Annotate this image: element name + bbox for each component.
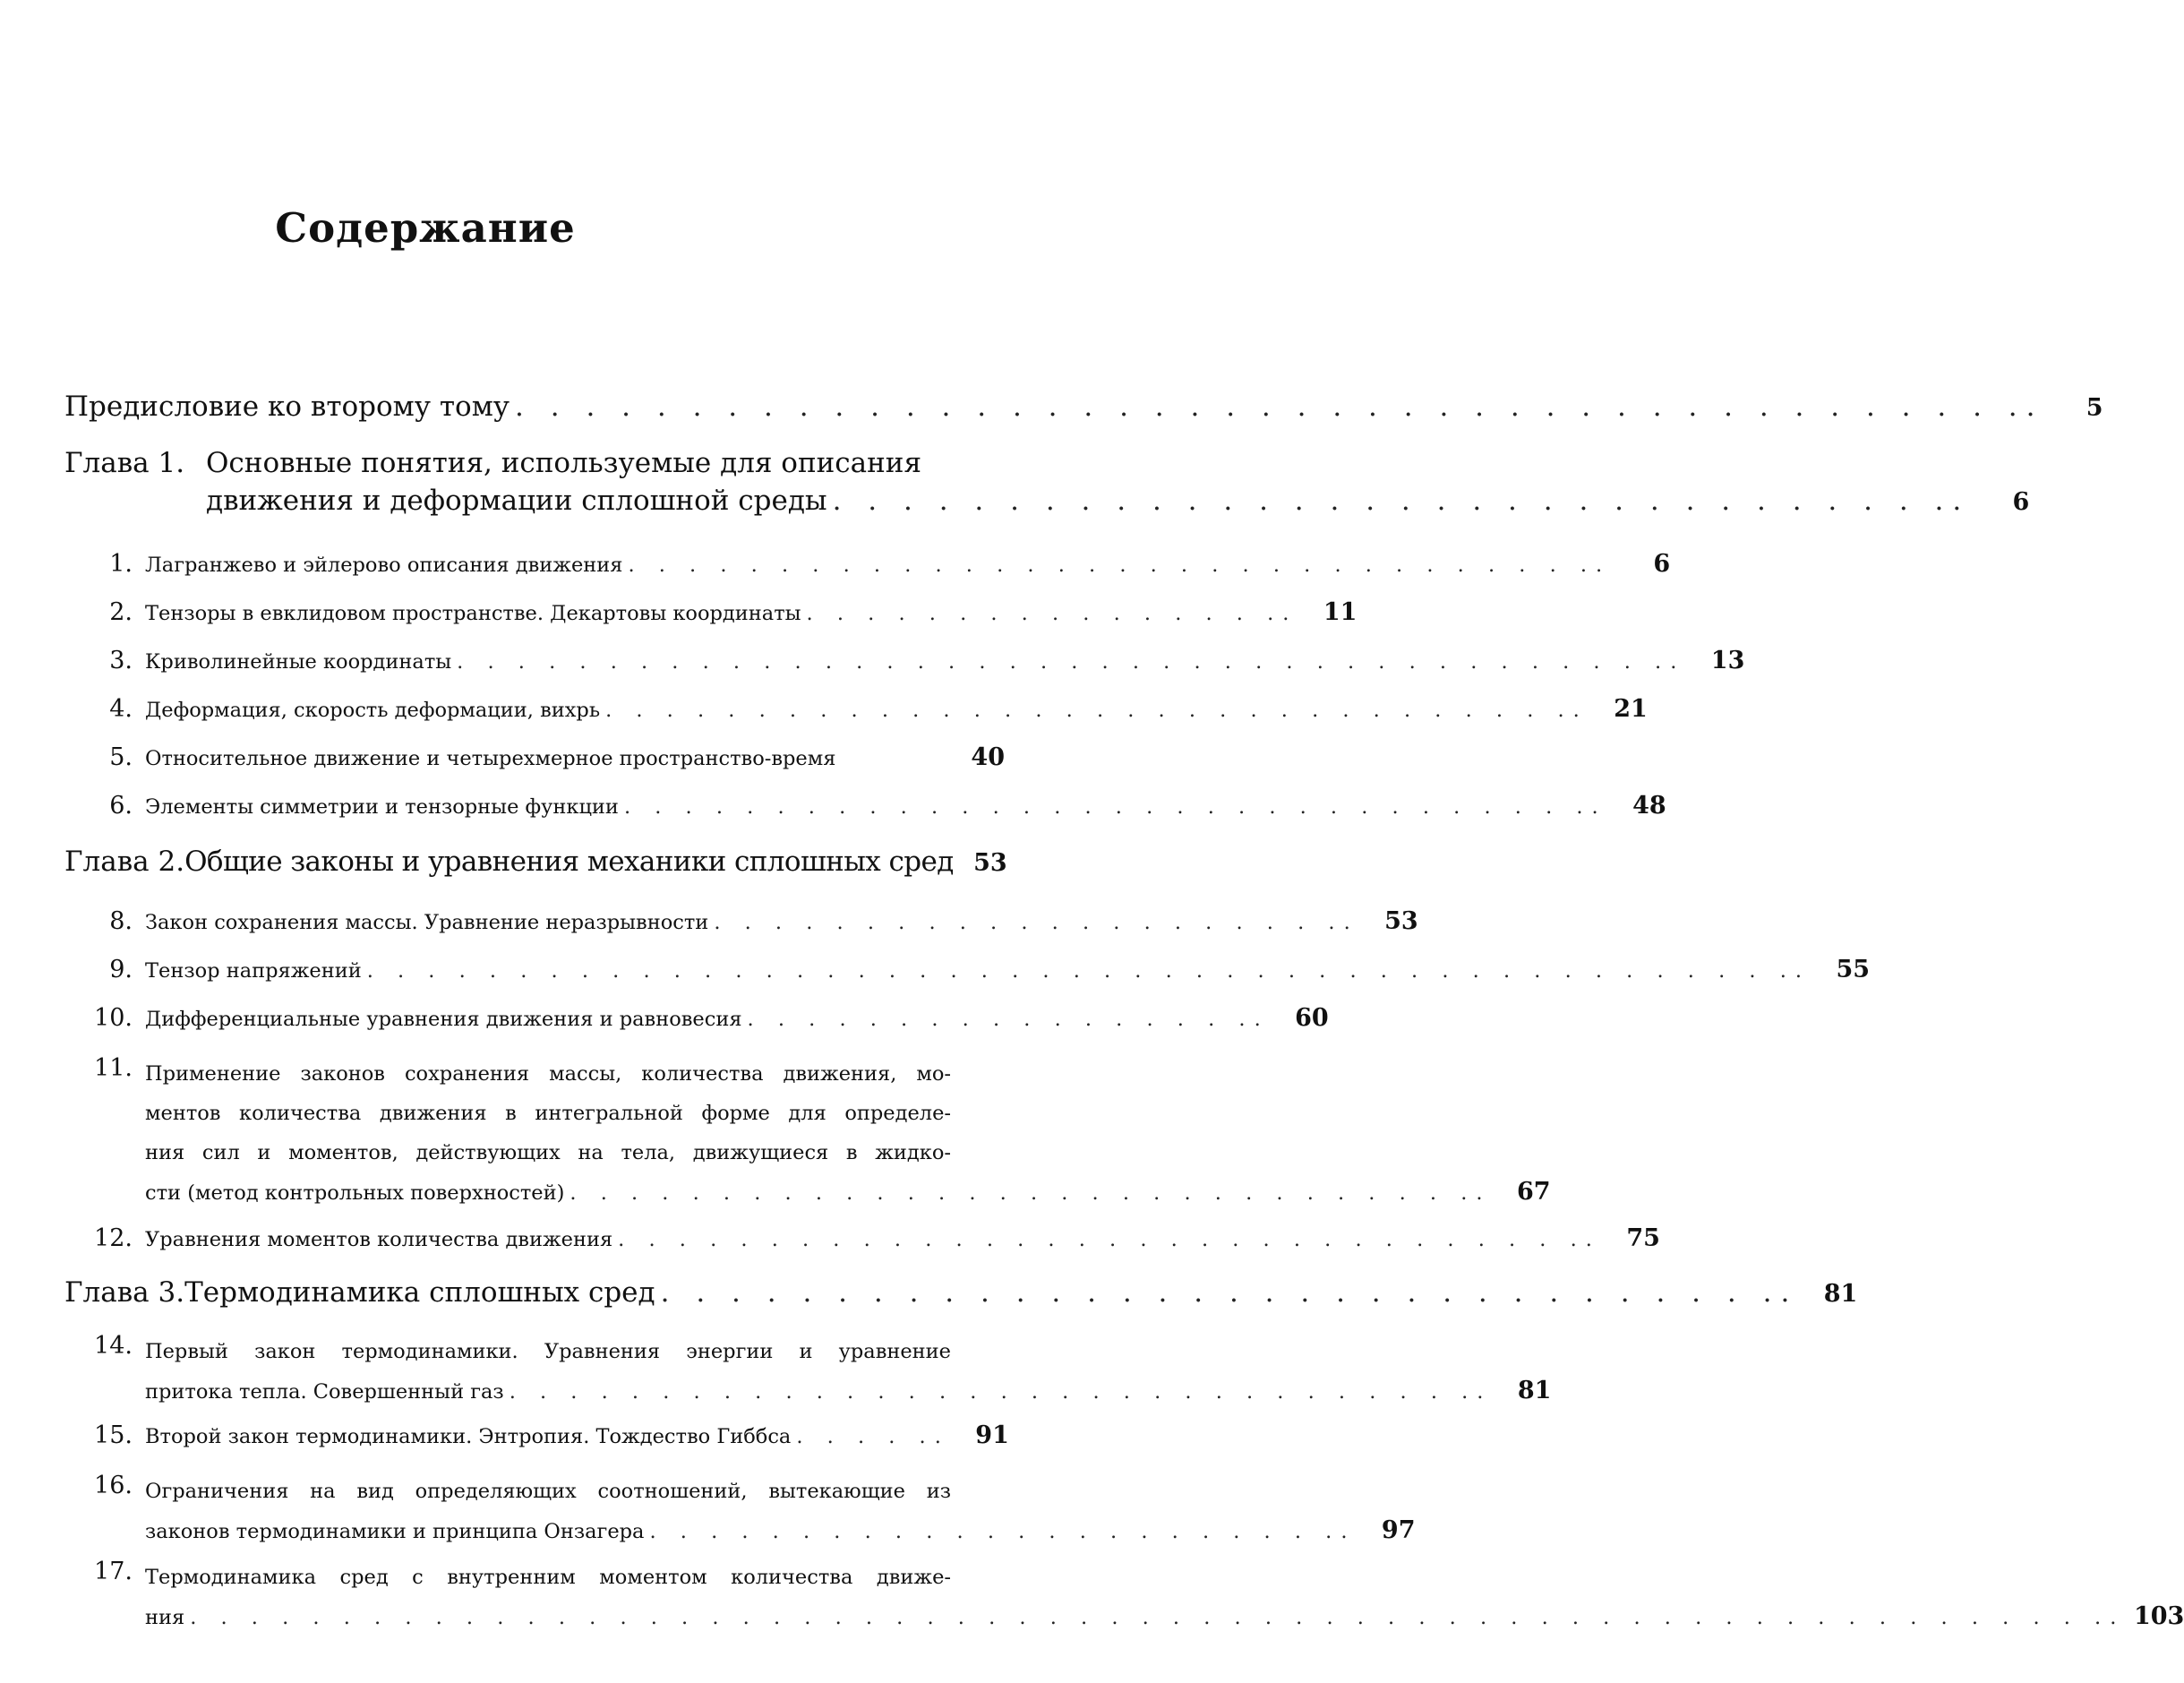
toc-entry-title-line: Термодинамика сред с внутренним моментом количества движе-	[145, 1566, 951, 1589]
toc-entry-section-4[interactable]	[81, 695, 1648, 723]
leader-dots: . . . . . . . . . . . . . . . . . . . . . . . . . . . . . . . . .	[833, 485, 1971, 517]
section-number: 11.	[94, 1054, 133, 1082]
page-title: Содержание	[275, 204, 576, 252]
leader-dots: . . . . . . . . . . . . . . . . . . . . . .	[714, 911, 1358, 934]
section-number: 3.	[109, 647, 133, 674]
toc-entry-section-17[interactable]	[81, 1558, 2184, 1637]
toc-entry-title: Второй закон термодинамики. Энтропия. Тождество Гиббса	[145, 1425, 792, 1448]
leader-dots: . . . . . . . . . . . . . . . . . . . . . . . . . . . . . . .	[570, 1173, 1491, 1213]
page-number: 97	[1381, 1516, 1416, 1544]
page-number: 67	[1516, 1178, 1551, 1206]
toc-entry-title: Тензоры в евклидовом пространстве. Декартовы координаты	[145, 602, 801, 625]
section-number: 17.	[94, 1558, 133, 1585]
leader-dots: . . . . . .	[796, 1425, 950, 1448]
toc-entry-title: Термодинамика сплошных сред	[184, 1276, 655, 1309]
toc-entry-title-line: Применение законов сохранения массы, количества движения, мо-	[145, 1062, 951, 1086]
toc-entry-section-5[interactable]	[81, 743, 1005, 771]
section-number: 12.	[94, 1224, 133, 1252]
toc-entry-title: Деформация, скорость деформации, вихрь	[145, 699, 601, 722]
toc-entry-section-8[interactable]	[81, 907, 1418, 935]
page-number: 60	[1295, 1004, 1329, 1032]
toc-entry-section-2[interactable]	[81, 598, 1358, 626]
page-number: 103	[2133, 1602, 2184, 1630]
leader-dots: . . . . . . . . . . . . . . . . . . . . . . . . . . . . . . . . .	[628, 554, 1611, 577]
toc-entry-section-15[interactable]	[81, 1421, 1009, 1449]
leader-dots: . . . . . . . . . . . . . . . . . . . . . . . .	[649, 1512, 1356, 1551]
toc-entry-preface[interactable]	[64, 391, 2103, 423]
section-number: 14.	[94, 1332, 133, 1360]
toc-entry-title: Тензор напряжений	[145, 959, 362, 983]
page-number: 5	[2086, 394, 2103, 422]
page-number: 6	[2012, 488, 2030, 516]
leader-dots: . . . . . . . . . . . . . . . . . . . . . . . . . . . . . . . . . . . . . . . . . . . .	[515, 391, 2043, 423]
leader-dots: . . . . . . . . . . . . . . . . . . . . . . . . . . . . . . . . .	[618, 1228, 1601, 1251]
toc-entry-title: Уравнения моментов количества движения	[145, 1228, 613, 1251]
page-number: 53	[1384, 907, 1418, 935]
chapter-number: Глава 3.	[64, 1276, 185, 1309]
section-number: 15.	[94, 1421, 133, 1449]
toc-entry-title-line: Ограничения на вид определяющих соотношений, вытекающие из	[145, 1480, 951, 1503]
section-number: 5.	[109, 743, 133, 771]
toc-entry-title-line: притока тепла. Совершенный газ	[145, 1380, 504, 1404]
toc-entry-section-10[interactable]	[81, 1004, 1329, 1032]
toc-entry-title: Относительное движение и четырехмерное пространство-время	[145, 747, 836, 770]
toc-entry-section-3[interactable]	[81, 647, 1745, 674]
page-number: 48	[1632, 792, 1666, 820]
toc-entry-title: Предисловие ко второму тому	[64, 391, 510, 423]
toc-entry-title: Общие законы и уравнения механики сплошных сред	[184, 846, 954, 878]
toc-entry-title: Элементы симметрии и тензорные функции	[145, 795, 619, 819]
toc-entry-section-14[interactable]	[81, 1332, 1552, 1412]
section-number: 10.	[94, 1004, 133, 1032]
toc-entry-section-9[interactable]	[81, 956, 1871, 983]
toc-entry-title: Закон сохранения массы. Уравнение неразрывности	[145, 911, 709, 934]
toc-entry-section-12[interactable]	[81, 1224, 1660, 1252]
toc-entry-section-16[interactable]	[81, 1472, 1416, 1551]
leader-dots: . . . . . . . . . . . . . . . . . . . . . . . . . . . . . . . . . . . . . . . . .	[457, 650, 1685, 674]
toc-entry-chapter-3[interactable]	[64, 1276, 1858, 1309]
page-number: 21	[1614, 695, 1648, 723]
toc-entry-section-6[interactable]	[81, 792, 1666, 820]
toc-entry-title-line: ния	[145, 1606, 185, 1629]
page-number: 55	[1836, 956, 1871, 983]
page-number: 40	[971, 743, 1005, 771]
section-number: 9.	[109, 956, 133, 983]
section-number: 1.	[109, 550, 133, 578]
toc-entry-title-cont: движения и деформации сплошной среды	[206, 485, 827, 517]
section-number: 16.	[94, 1472, 133, 1499]
page-number: 75	[1626, 1224, 1660, 1252]
chapter-number: Глава 2.	[64, 846, 185, 878]
toc-entry-title-line: ментов количества движения в интегральной форме для определе-	[145, 1102, 951, 1125]
toc-entry-title-line: сти (метод контрольных поверхностей)	[145, 1181, 565, 1205]
section-number: 4.	[109, 695, 133, 723]
section-number: 6.	[109, 792, 133, 820]
toc-entry-title: Лагранжево и эйлерово описания движения	[145, 554, 623, 577]
page-number: 11	[1323, 598, 1358, 626]
page-number: 81	[1517, 1377, 1552, 1404]
leader-dots: . . . . . . . . . . . . . . . . . . . . . . . . . . . . . . . . . . . . . . . . . . . . . . . .	[367, 959, 1811, 983]
toc-entry-title: Криволинейные координаты	[145, 650, 452, 674]
toc-entry-title-line: Первый закон термодинамики. Уравнения энергии и уравнение	[145, 1340, 951, 1363]
page-number: 81	[1823, 1280, 1858, 1308]
toc-entry-section-1[interactable]	[81, 550, 1671, 578]
toc-entry-chapter-2[interactable]	[64, 846, 1005, 878]
leader-dots: . . . . . . . . . . . . . . . . . . . . . . . . . . . . . . . . .	[624, 795, 1607, 819]
section-number: 8.	[109, 907, 133, 935]
toc-entry-title: Дифференциальные уравнения движения и равновесия	[145, 1008, 742, 1031]
toc-entry-chapter-1[interactable]	[64, 447, 2030, 517]
page-number: 6	[1653, 550, 1671, 578]
page-number: 13	[1710, 647, 1745, 674]
section-number: 2.	[109, 598, 133, 626]
leader-dots: . . . . . . . . . . . . . . . . . .	[748, 1008, 1270, 1031]
leader-dots: . . . . . . . . . . . . . . . . . . . . . . . . . . . . . . . . .	[605, 699, 1589, 722]
toc-entry-title-line: законов термодинамики и принципа Онзагера	[145, 1520, 645, 1543]
toc-entry-section-11[interactable]	[81, 1054, 1551, 1213]
leader-dots: . . . . . . . . . . . . . . . . . . . . . . . . . . . . . . . . .	[510, 1372, 1493, 1412]
toc-entry-title-line: ния сил и моментов, действующих на тела, движущиеся в жидко-	[145, 1141, 951, 1164]
chapter-number: Глава 1.	[64, 447, 185, 479]
toc-entry-title: Основные понятия, используемые для описания	[206, 447, 922, 479]
leader-dots: . . . . . . . . . . . . . . . . . . . . . . . . . . . . . . . . .	[661, 1276, 1799, 1309]
page-number: 53	[973, 849, 1007, 877]
leader-dots: . . . . . . . . . . . . . . . . .	[807, 602, 1298, 625]
leader-dots: . . . . . . . . . . . . . . . . . . . . . . . . . . . . . . . . . . . . . . . . . . . . . . . . . . . . . . . . . . . . . . . .	[190, 1598, 2125, 1637]
page-number: 91	[975, 1421, 1009, 1449]
